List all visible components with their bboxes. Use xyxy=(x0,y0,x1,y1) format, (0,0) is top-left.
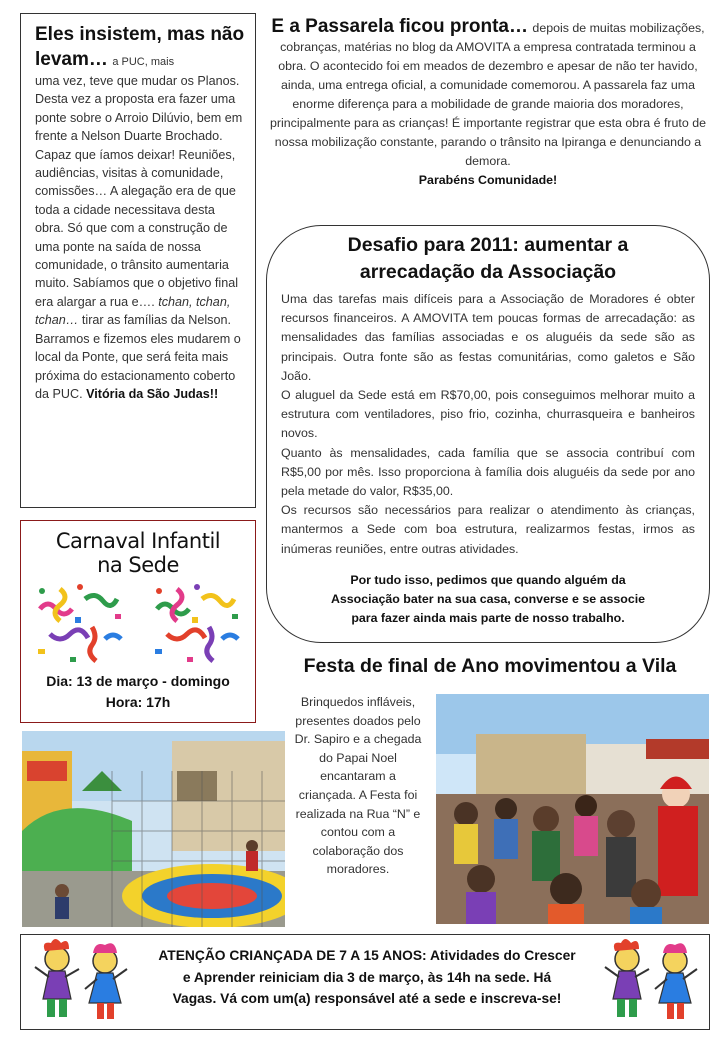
crescer-notice xyxy=(20,934,710,1030)
passarela-body: depois de muitas mobilizações, cobranças, matérias no blog da AMOVITA a empresa contratada terminou a obra. O acontecido foi em meados de dezembro e apesar de não ter havido, ainda, uma entrega oficial, a comunidade comemorou. A passarela faz uma enorme diferença para a mobilidade de grande maioria dos moradores, principalmente para as crianças! É importante registrar que esta obra é fruto de nossa mobilização constante, parando o trânsito na Ipiranga e denunciando a demora. xyxy=(270,21,706,168)
passarela-title: E a Passarela ficou pronta… xyxy=(271,16,528,37)
article-title: Eles insistem, mas não levam… xyxy=(35,24,245,70)
article-body-2: tirar as famílias da Nelson. Barramos e fizemos eles mudarem o local da Ponte, que será feita mais próxima do estacionamento coberto da PUC. xyxy=(35,313,241,401)
desafio-paragraph: Uma das tarefas mais difíceis para a Associação de Moradores é obter recursos financeiros. A AMOVITA tem poucas formas de arrecadação: as mensalidades das famílias associadas e os aluguéis da sede são as principais. Outra fonte são as festas comunitárias, como galetos e São João. xyxy=(281,292,695,383)
desafio-title-1: Desafio para 2011: aumentar a xyxy=(347,234,629,256)
article-desafio xyxy=(266,225,710,643)
kids-drawing-icon xyxy=(27,939,135,1027)
carnaval-title-1: Carnaval Infantil xyxy=(55,529,221,553)
appeal-line-2: Associação bater na sua casa, converse e se associe xyxy=(330,591,646,606)
festa-text: Brinquedos infláveis, presentes doados pelo Dr. Sapiro e a chegada do Papai Noel encantaram a criançada. A Festa foi realizada na Rua “N” e contou com a colaboração dos moradores. xyxy=(294,695,422,877)
desafio-title-2: arrecadação da Associação xyxy=(359,261,617,283)
notice-line-3: Vagas. Vá com um(a) responsável até a sede e inscreva-se! xyxy=(172,991,562,1006)
desafio-paragraph: Os recursos são necessários para realizar o atendimento às crianças, mantermos a Sede com boa estrutura, realizarmos festas, irmos as inúmeras reuniões, entre outras atividades. xyxy=(281,503,695,556)
carnaval-date: Dia: 13 de março - domingo xyxy=(46,673,230,689)
appeal-line-1: Por tudo isso, pedimos que quando alguém da xyxy=(350,572,626,587)
article-final: Vitória da São Judas!! xyxy=(86,386,219,401)
article-plans-puc xyxy=(20,13,256,508)
notice-line-2: e Aprender reiniciam dia 3 de março, às 14h na sede. Há xyxy=(182,969,552,985)
carnaval-time: Hora: 17h xyxy=(105,694,171,710)
article-italic: tchan, tchan, tchan… xyxy=(35,294,231,328)
passarela-end: Parabéns Comunidade! xyxy=(418,173,558,187)
festa-title: Festa de final de Ano movimentou a Vila xyxy=(303,655,677,677)
article-body: uma vez, teve que mudar os Planos. Desta vez a proposta era fazer uma ponte sobre o Arroio Dilúvio, bem em frente a Nelson Duarte Brochado. Capaz que íamos deixar! Reuniões, audiências, visitas à comunidade, comissões… A alegação era de que toda a cidade necessitava desta obra. Só que com a construção de uma ponte na saída de nossa comunidade, o trânsito aumentaria muito. Sabíamos que o objetivo final era alargar a rua e…. xyxy=(35,74,243,309)
carnaval-title-2: na Sede xyxy=(97,553,179,577)
desafio-paragraph: O aluguel da Sede está em R$70,00, pois conseguimos melhorar muito a estrutura com ventiladores, piso frio, cozinha, churrasqueira e banheiros novos. xyxy=(281,388,695,441)
kids-drawing-icon xyxy=(597,939,705,1027)
desafio-paragraph: Quanto às mensalidades, cada família que se associa contribuí com R$5,00 por mês. Isso proporciona à família dois aluguéis da sede por ano pela metade do valor, R$35,00. xyxy=(281,445,695,499)
appeal-line-3: para fazer ainda mais parte de nosso trabalho. xyxy=(351,610,625,625)
notice-line-1: ATENÇÃO CRIANÇADA DE 7 A 15 ANOS: Atividades do Crescer xyxy=(158,948,576,963)
article-passarela xyxy=(268,16,708,190)
carnaval-announcement xyxy=(20,520,256,723)
confetti-icon xyxy=(147,579,247,669)
photo-inflatable-playground xyxy=(22,731,285,927)
confetti-icon xyxy=(30,579,130,669)
desafio-appeal xyxy=(281,571,695,628)
article-lead: a PUC, mais xyxy=(112,56,175,68)
photo-santa-crowd xyxy=(436,694,709,924)
